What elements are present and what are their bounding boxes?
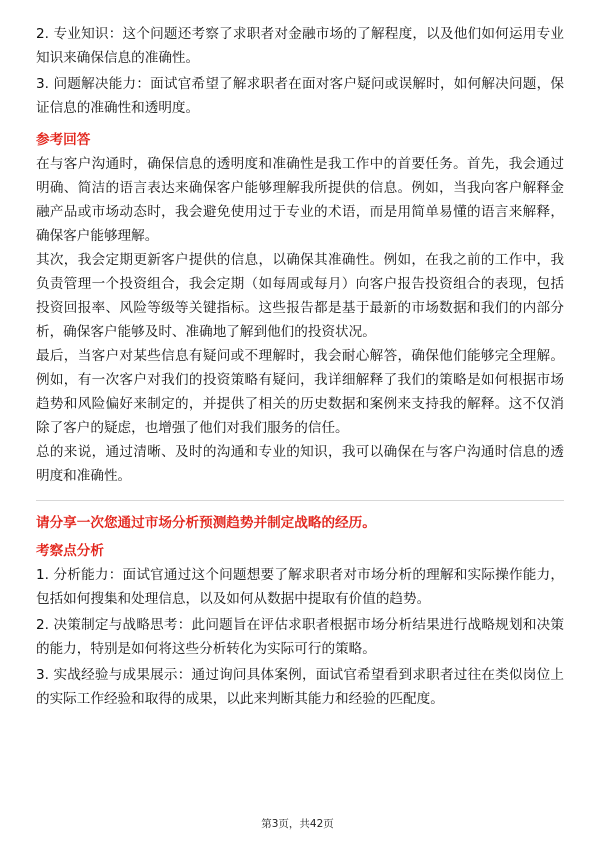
analysis-heading: 考察点分析 [36, 543, 104, 559]
evaluation-point-decision-making: 2. 决策制定与战略思考：此问题旨在评估求职者根据市场分析结果进行战略规划和决策的能力，特别是如何将这些分析转化为实际可行的策略。 [36, 617, 564, 657]
page-content [36, 22, 564, 711]
evaluation-point-analysis: 1. 分析能力：面试官通过这个问题想要了解求职者对市场分析的理解和实际操作能力，包括如何搜集和处理信息，以及如何从数据中提取有价值的趋势。 [36, 567, 564, 607]
answer-paragraph-intro: 在与客户沟通时，确保信息的透明度和准确性是我工作中的首要任务。首先，我会通过明确、简洁的语言表达来确保客户能够理解我所提供的信息。例如，当我向客户解释金融产品或市场动态时，我会避免使用过于专业的术语，而是用简单易懂的语言来解释，确保客户能够理解。 [36, 156, 564, 244]
interview-question: 请分享一次您通过市场分析预测趋势并制定战略的经历。 [36, 515, 376, 531]
page-number-footer: 第3页，共42页 [261, 818, 334, 830]
section-divider [36, 500, 564, 501]
answer-paragraph-second: 其次，我会定期更新客户提供的信息，以确保其准确性。例如，在我之前的工作中，我负责管理一个投资组合，我会定期（如每周或每月）向客户报告投资组合的表现，包括投资回报率、风险等级等关键指标。这些报告都是基于最新的市场数据和我们的内部分析，确保客户能够及时、准确地了解到他们的投资状况。 [36, 252, 564, 340]
answer-paragraph-third: 最后，当客户对某些信息有疑问或不理解时，我会耐心解答，确保他们能够完全理解。例如，有一次客户对我们的投资策略有疑问，我详细解释了我们的策略是如何根据市场趋势和风险偏好来制定的，并提供了相关的历史数据和案例来支持我的解释。这不仅消除了客户的疑虑，也增强了他们对我们服务的信任。 [36, 348, 564, 436]
evaluation-point-professional-knowledge: 2. 专业知识：这个问题还考察了求职者对金融市场的了解程度，以及他们如何运用专业知识来确保信息的准确性。 [36, 26, 564, 66]
evaluation-point-problem-solving: 3. 问题解决能力：面试官希望了解求职者在面对客户疑问或误解时，如何解决问题，保证信息的准确性和透明度。 [36, 76, 564, 116]
reference-answer-heading: 参考回答 [36, 132, 91, 148]
answer-paragraph-summary: 总的来说，通过清晰、及时的沟通和专业的知识，我可以确保在与客户沟通时信息的透明度和准确性。 [36, 444, 564, 484]
evaluation-point-practical-experience: 3. 实战经验与成果展示：通过询问具体案例，面试官希望看到求职者过往在类似岗位上的实际工作经验和取得的成果，以此来判断其能力和经验的匹配度。 [36, 667, 564, 707]
